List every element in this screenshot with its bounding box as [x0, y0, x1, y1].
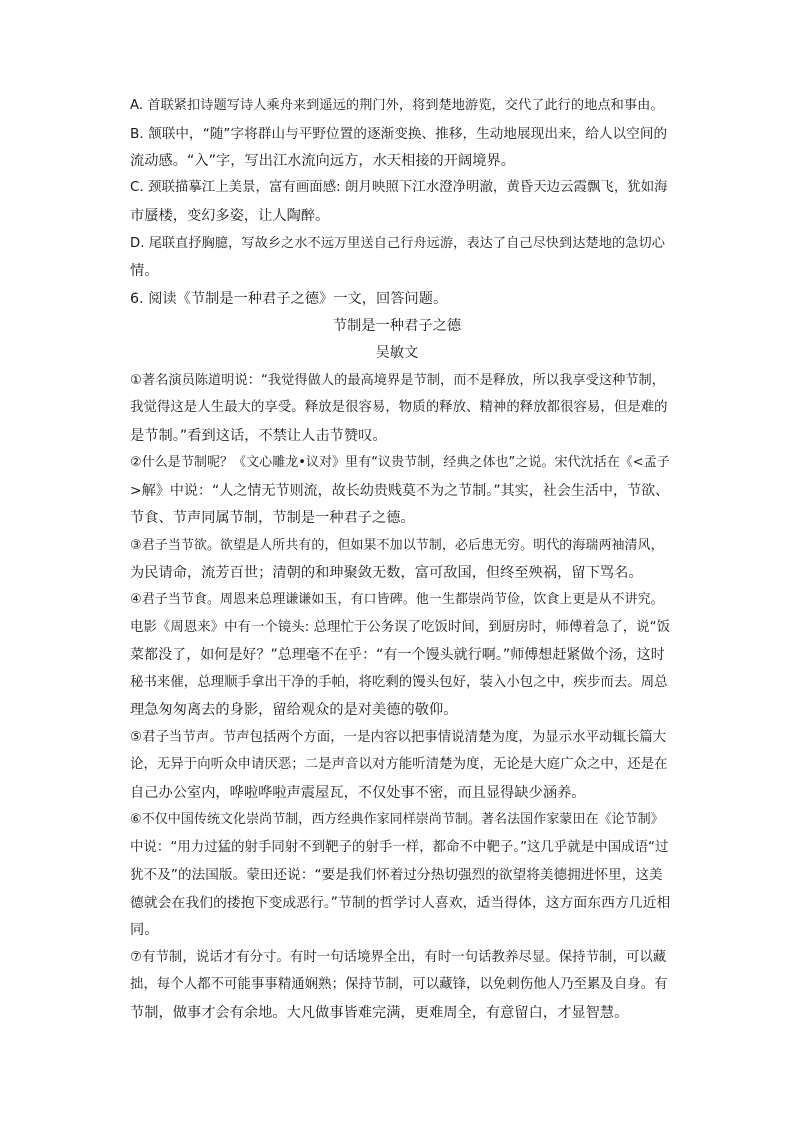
- article-line: 自己办公室内，哗啦哗啦声震屋瓦，不仅处事不密，而且显得缺少涵养。: [130, 785, 586, 801]
- article-title: 节制是一种君子之德: [332, 318, 462, 334]
- option-c-continued: 市蜃楼，变幻多姿，让人陶醉。: [130, 208, 330, 224]
- article-line: 同。: [130, 922, 159, 938]
- article-line: ①著名演员陈道明说：“我觉得做人的最高境界是节制，而不是释放，所以我享受这种节制，: [130, 373, 666, 388]
- article-line: 节制，做事才会有余地。大凡做事皆难完满，更难周全，有意留白，才显智慧。: [130, 1005, 629, 1021]
- option-b: B. 颔联中，“随”字将群山与平野位置的逐渐变换、推移，生动地展现出来，给人以空间的: [130, 126, 668, 142]
- article-line: ③君子当节欲。欲望是人所共有的，但如果不加以节制，必后患无穷。明代的海瑞两袖清风，: [130, 538, 664, 553]
- article-line: ⑥不仅中国传统文化崇尚节制，西方经典作家同样崇尚节制。著名法国作家蒙田在《论节制》: [130, 812, 664, 827]
- option-a: A. 首联紧扣诗题写诗人乘舟来到遥远的荆门外，将到楚地游览，交代了此行的地点和事由。: [130, 98, 664, 113]
- article-line: 德就会在我们的搂抱下变成恶行。”节制的哲学讨人喜欢，适当得体，这方面东西方几近相: [130, 895, 671, 911]
- option-b-continued: 流动感。“入”字，写出江水流向远方，水天相接的开阔境界。: [130, 153, 515, 169]
- article-line: 菜都没了，如何是好？”总理毫不在乎：“有一个馒头就行啊。”师傅想赶紧做个汤，这时: [130, 647, 665, 663]
- article-line: >解》中说：“人之情无节则流，故长幼贵贱莫不为之节制。”其实，社会生活中，节欲、: [130, 483, 670, 499]
- article-line: 理急匆匆离去的身影，留给观众的是对美德的敬仰。: [130, 702, 458, 718]
- article-line: 为民请命，流芳百世；清朝的和珅聚敛无数，富可敌国，但终至殃祸，留下骂名。: [130, 565, 643, 581]
- question-6-prompt: 6. 阅读《节制是一种君子之德》一文，回答问题。: [130, 291, 448, 307]
- option-d-continued: 情。: [130, 263, 159, 279]
- option-c: C. 颈联描摹江上美景，富有画面感: 朗月映照下江水澄净明澈，黄昏天边云霞飘飞，犹如海: [130, 180, 668, 195]
- article-line: 犹不及”的法国版。蒙田还说：“要是我们怀着过分热切强烈的欲望将美德拥进怀里，这美: [130, 867, 663, 883]
- article-line: 我觉得这是人生最大的享受。释放是很容易，物质的释放、精神的释放都很容易，但是难的: [130, 400, 668, 415]
- article-line: 论，无异于向听众申请厌恶；二是声音以对方能听清楚为度，无论是大庭广众之中，还是在: [130, 757, 668, 772]
- article-line: 中说：“用力过猛的射手同射不到靶子的射手一样，都命不中靶子。”这几乎就是中国成语“过: [130, 840, 669, 855]
- article-line: 是节制。”看到这话，不禁让人击节赞叹。: [130, 428, 387, 444]
- article-author: 吴敏文: [375, 345, 419, 361]
- article-line: ⑤君子当节声。节声包括两个方面，一是内容以把事情说清楚为度，为显示水平动辄长篇大: [130, 730, 667, 745]
- article-line: ⑦有节制，说话才有分寸。有时一句话境界全出，有时一句话教养尽显。保持节制，可以藏: [130, 950, 667, 965]
- article-line: 拙，每个人都不可能事事精通娴熟；保持节制，可以藏锋，以免刺伤他人乃至累及自身。有: [130, 977, 668, 992]
- article-line: 秘书来催，总理顺手拿出干净的手帕，将吃剩的馒头包好，装入小包之中，疾步而去。周总: [130, 675, 668, 690]
- article-line: ②什么是节制呢？《文心雕龙•议对》里有“议贵节制，经典之体也”之说。宋代沈括在《<孟子: [130, 455, 670, 470]
- option-d: D. 尾联直抒胸臆，写故乡之水不远万里送自己行舟远游，表达了自己尽快到达楚地的急切心: [130, 236, 665, 251]
- article-line: 节食、节声同属节制，节制是一种君子之德。: [130, 510, 415, 526]
- article-line: ④君子当节食。周恩来总理谦谦如玉，有口皆碑。他一生都崇尚节俭，饮食上更是从不讲究。: [130, 592, 664, 607]
- article-line: 电影《周恩来》中有一个镜头: 总理忙于公务误了吃饭时间，到厨房时，师傅着急了，说“饭: [130, 620, 671, 635]
